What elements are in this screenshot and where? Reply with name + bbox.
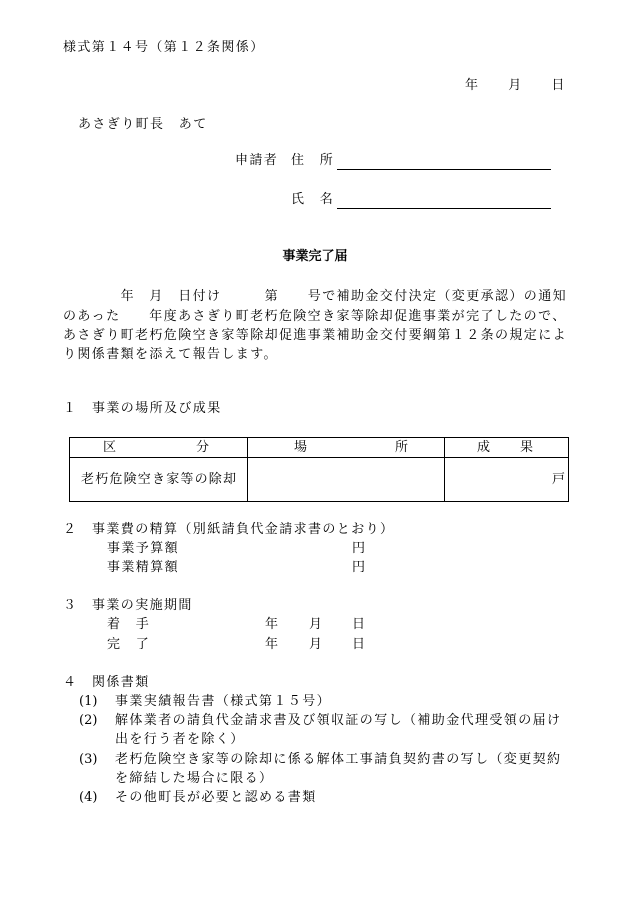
header-result: [445, 438, 569, 458]
header-result-char: 成: [477, 440, 491, 455]
list-item-number: (2): [79, 713, 98, 728]
body-line: 年 月 日付け 第 号で補助金交付決定（変更承認）の通知: [63, 289, 568, 304]
list-item: 事業実績報告書（様式第１５号）: [115, 694, 332, 709]
start-month-unit: 月: [309, 617, 324, 632]
cell-category: 老朽危険空き家等の除却: [70, 458, 248, 502]
list-item-continuation: を締結した場合に限る）: [115, 771, 274, 786]
body-line: のあった 年度あさぎり町老朽危険空き家等除却促進事業が完了したので、: [63, 309, 567, 324]
body-line: り関係書類を添えて報告します。: [63, 347, 278, 362]
list-item-number: (4): [79, 790, 98, 805]
results-table: [69, 437, 569, 502]
start-label: 着 手: [107, 617, 151, 632]
completion-day-unit: 日: [352, 637, 367, 652]
header-location-char: 場: [294, 440, 308, 455]
section2-number: ２: [63, 522, 77, 537]
start-year-unit: 年: [265, 617, 280, 632]
section4-number: ４: [63, 675, 77, 690]
budget-label: 事業予算額: [107, 541, 180, 556]
date-line: 年 月 日: [465, 78, 566, 93]
cell-result-unit: 戸: [445, 458, 569, 502]
start-day-unit: 日: [352, 617, 367, 632]
table-row: [70, 458, 569, 502]
section1-number: １: [63, 401, 77, 416]
address-blank-line: [337, 169, 551, 170]
address-label: 住 所: [291, 153, 335, 168]
applicant-label: 申請者: [235, 153, 279, 168]
settlement-label: 事業精算額: [107, 560, 180, 575]
list-item: その他町長が必要と認める書類: [115, 790, 317, 805]
body-line: あさぎり町老朽危険空き家等除却促進事業補助金交付要綱第１２条の規定によ: [63, 328, 568, 343]
settlement-unit: 円: [352, 560, 367, 575]
header-location-char: 所: [394, 440, 408, 455]
header-category-char: 分: [195, 440, 209, 455]
addressee: あさぎり町長 あて: [78, 117, 208, 132]
name-blank-line: [337, 208, 551, 209]
cell-location: [248, 458, 445, 502]
list-item: 解体業者の請負代金請求書及び領収証の写し（補助金代理受領の届け: [115, 713, 562, 728]
header-category: [70, 438, 248, 458]
header-result-char: 果: [519, 440, 533, 455]
section4-heading: 関係書類: [92, 675, 150, 690]
budget-unit: 円: [352, 541, 367, 556]
section2-heading: 事業費の精算（別紙請負代金請求書のとおり）: [92, 522, 395, 537]
section3-heading: 事業の実施期間: [92, 598, 193, 613]
completion-label: 完 了: [107, 637, 151, 652]
form-number: 様式第１４号（第１２条関係）: [63, 40, 265, 55]
table-header-row: [70, 438, 569, 458]
document-title: 事業完了届: [282, 249, 348, 264]
section3-number: ３: [63, 598, 77, 613]
header-location: [248, 438, 445, 458]
section1-heading: 事業の場所及び成果: [92, 401, 222, 416]
list-item-number: (3): [79, 752, 98, 767]
list-item-continuation: 出を行う者を除く）: [115, 732, 245, 747]
completion-month-unit: 月: [309, 637, 324, 652]
completion-year-unit: 年: [265, 637, 280, 652]
name-label: 氏 名: [291, 192, 335, 207]
list-item: 老朽危険空き家等の除却に係る解体工事請負契約書の写し（変更契約: [115, 752, 562, 767]
list-item-number: (1): [79, 694, 98, 709]
header-category-char: 区: [103, 440, 117, 455]
